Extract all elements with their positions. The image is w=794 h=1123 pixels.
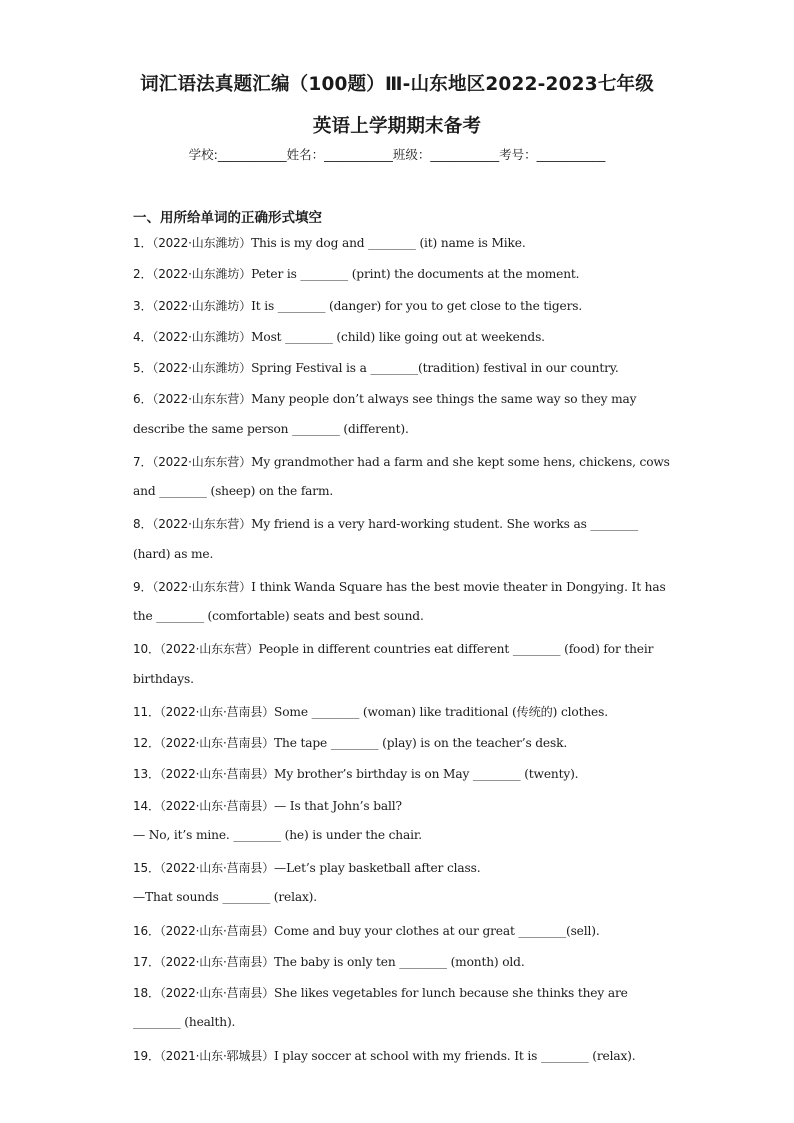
question-number: 17． (133, 954, 160, 969)
question-number: 9． (133, 579, 153, 594)
question-number: 6． (133, 392, 153, 407)
question-number: 5． (133, 361, 153, 375)
question-number: 16． (133, 923, 160, 938)
question-number: 12． (133, 736, 160, 750)
question-17 (133, 953, 673, 970)
question-text: I play soccer at school with my friends. It is ________ (relax). (274, 1048, 636, 1063)
question-number: 4． (133, 329, 153, 344)
question-number: 7． (133, 454, 153, 469)
question-text: Spring Festival is a ________(tradition) festival in our country. (251, 361, 619, 375)
question-text: Many people don’t always see things the same way so they may (251, 392, 637, 407)
question-4 (133, 328, 673, 345)
question-text: People in different countries eat different ________ (food) for their (258, 642, 654, 657)
question-5 (133, 359, 673, 376)
question-continuation: ________ (health). (133, 1015, 236, 1030)
question-source: （2022·山东潍坊） (152, 267, 252, 282)
question-text: I think Wanda Square has the best movie theater in Dongying. It has (251, 579, 666, 594)
question-text: This is my dog and ________ (it) name is Mike. (251, 236, 526, 250)
question-text: The tape ________ (play) is on the teacher’s desk. (274, 736, 568, 750)
question-8 (133, 515, 673, 532)
question-number: 15． (133, 861, 160, 875)
question-source: （2022·山东·莒南县） (159, 861, 275, 875)
question-source: （2022·山东·莒南县） (159, 704, 275, 719)
question-number: 8． (133, 517, 153, 532)
section-title: 一、用所给单词的正确形式填空 (133, 210, 322, 226)
question-7 (133, 453, 673, 470)
question-source: （2022·山东东营） (152, 517, 252, 532)
question-number: 10． (133, 642, 160, 657)
question-19 (133, 1047, 673, 1064)
question-11 (133, 703, 673, 720)
question-number: 2． (133, 267, 153, 282)
question-text: My friend is a very hard-working student. She works as ________ (251, 517, 638, 532)
question-source: （2022·山东·莒南县） (159, 736, 275, 750)
question-16 (133, 922, 673, 939)
document-title-line2: 英语上学期期末备考 (312, 116, 482, 137)
question-number: 13． (133, 767, 160, 782)
question-source: （2022·山东潍坊） (152, 236, 252, 250)
question-source: （2022·山东东营） (152, 579, 252, 594)
question-9 (133, 578, 673, 595)
question-text: Some ________ (woman) like traditional (传统的) clothes. (274, 704, 608, 719)
question-text: Most ________ (child) like going out at weekends. (251, 329, 545, 344)
question-text: The baby is only ten ________ (month) old. (274, 954, 525, 969)
question-source: （2022·山东东营） (152, 454, 252, 469)
question-number: 19． (133, 1048, 160, 1063)
question-12 (133, 734, 673, 751)
question-continuation: —That sounds ________ (relax). (133, 890, 318, 905)
question-text: —Let’s play basketball after class. (274, 861, 481, 875)
question-text: — Is that John’s ball? (274, 798, 402, 813)
question-source: （2022·山东·莒南县） (159, 986, 275, 1000)
question-1 (133, 234, 673, 251)
question-number: 1． (133, 236, 153, 250)
question-text: My grandmother had a farm and she kept some hens, chickens, cows (251, 454, 670, 469)
question-2 (133, 265, 673, 282)
question-source: （2022·山东潍坊） (152, 298, 252, 313)
question-text: She likes vegetables for lunch because she thinks they are (274, 986, 628, 1000)
question-source: （2022·山东东营） (152, 392, 252, 407)
student-info-line: 学校:___________姓名：___________班级：___________考号：___________ (188, 147, 606, 162)
question-13 (133, 765, 673, 782)
question-source: （2022·山东潍坊） (152, 361, 252, 375)
question-number: 14． (133, 798, 160, 813)
question-15 (133, 859, 673, 876)
question-source: （2022·山东潍坊） (152, 329, 252, 344)
question-10 (133, 640, 673, 657)
question-source: （2021·山东·郓城县） (159, 1048, 275, 1063)
document-title-line1: 词汇语法真题汇编（100题）Ⅲ-山东地区2022-2023七年级 (140, 74, 654, 95)
question-source: （2022·山东·莒南县） (159, 923, 275, 938)
question-continuation: (hard) as me. (133, 546, 214, 561)
question-6 (133, 390, 673, 407)
question-continuation: — No, it’s mine. ________ (he) is under the chair. (133, 827, 422, 842)
question-number: 11． (133, 704, 160, 719)
question-source: （2022·山东·莒南县） (159, 767, 275, 782)
question-text: Peter is ________ (print) the documents at the moment. (251, 267, 580, 282)
question-number: 3． (133, 298, 153, 313)
question-source: （2022·山东·莒南县） (159, 798, 275, 813)
question-continuation: the ________ (comfortable) seats and best sound. (133, 609, 424, 623)
question-text: It is ________ (danger) for you to get close to the tigers. (251, 298, 583, 313)
question-continuation: and ________ (sheep) on the farm. (133, 484, 334, 498)
question-source: （2022·山东东营） (159, 642, 259, 657)
question-14 (133, 797, 673, 814)
question-continuation: birthdays. (133, 671, 194, 686)
question-3 (133, 297, 673, 314)
question-continuation: describe the same person ________ (different). (133, 421, 409, 436)
question-number: 18． (133, 986, 160, 1000)
question-18 (133, 984, 673, 1001)
question-text: Come and buy your clothes at our great ________(sell). (274, 923, 600, 938)
question-text: My brother’s birthday is on May ________ (twenty). (274, 767, 579, 782)
question-source: （2022·山东·莒南县） (159, 954, 275, 969)
